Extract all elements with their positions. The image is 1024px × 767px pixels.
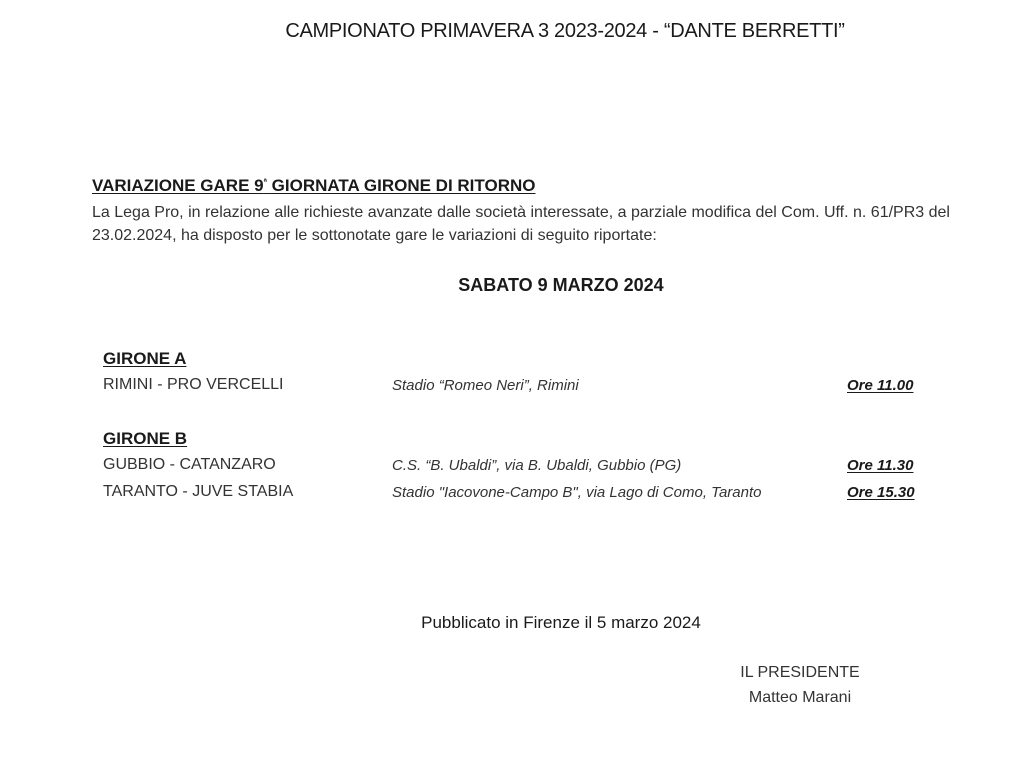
match-row — [103, 456, 933, 478]
match-time: Ore 11.30 — [847, 457, 914, 474]
date-heading: SABATO 9 MARZO 2024 — [458, 275, 664, 295]
match-venue: C.S. “B. Ubaldi”, via B. Ubaldi, Gubbio (PG) — [392, 457, 682, 474]
match-time: Ore 11.00 — [847, 377, 914, 394]
match-teams: RIMINI - PRO VERCELLI — [103, 376, 284, 393]
match-teams: GUBBIO - CATANZARO — [103, 456, 276, 473]
match-time: Ore 15.30 — [847, 484, 915, 501]
page-title: CAMPIONATO PRIMAVERA 3 2023-2024 - “DANTE BERRETTI” — [285, 20, 845, 42]
match-venue: Stadio “Romeo Neri”, Rimini — [392, 377, 579, 394]
ordinal-indicator: ª — [263, 176, 267, 187]
group-label-a: GIRONE A — [103, 349, 187, 368]
match-teams: TARANTO - JUVE STABIA — [103, 483, 294, 500]
section-heading-part2: GIORNATA GIRONE DI RITORNO — [266, 176, 536, 195]
match-venue: Stadio "Iacovone-Campo B", via Lago di Como, Taranto — [392, 484, 762, 501]
published-line: Pubblicato in Firenze il 5 marzo 2024 — [421, 613, 701, 632]
intro-paragraph: La Lega Pro, in relazione alle richieste avanzate dalle società interessate, a parziale modifica del Com. Uff. n. 61/PR3 del 23.02.2024, ha disposto per le sottonotate gare le variazioni di seguito riportate: — [92, 204, 950, 244]
section-heading — [92, 176, 535, 196]
signature-block — [720, 660, 880, 710]
section-heading-part1: VARIAZIONE GARE 9 — [92, 176, 264, 195]
group-label-b: GIRONE B — [103, 429, 188, 448]
signature-name: Matteo Marani — [748, 689, 852, 706]
signature-role: IL PRESIDENTE — [740, 664, 860, 681]
match-row — [103, 376, 933, 398]
match-row — [103, 483, 933, 505]
